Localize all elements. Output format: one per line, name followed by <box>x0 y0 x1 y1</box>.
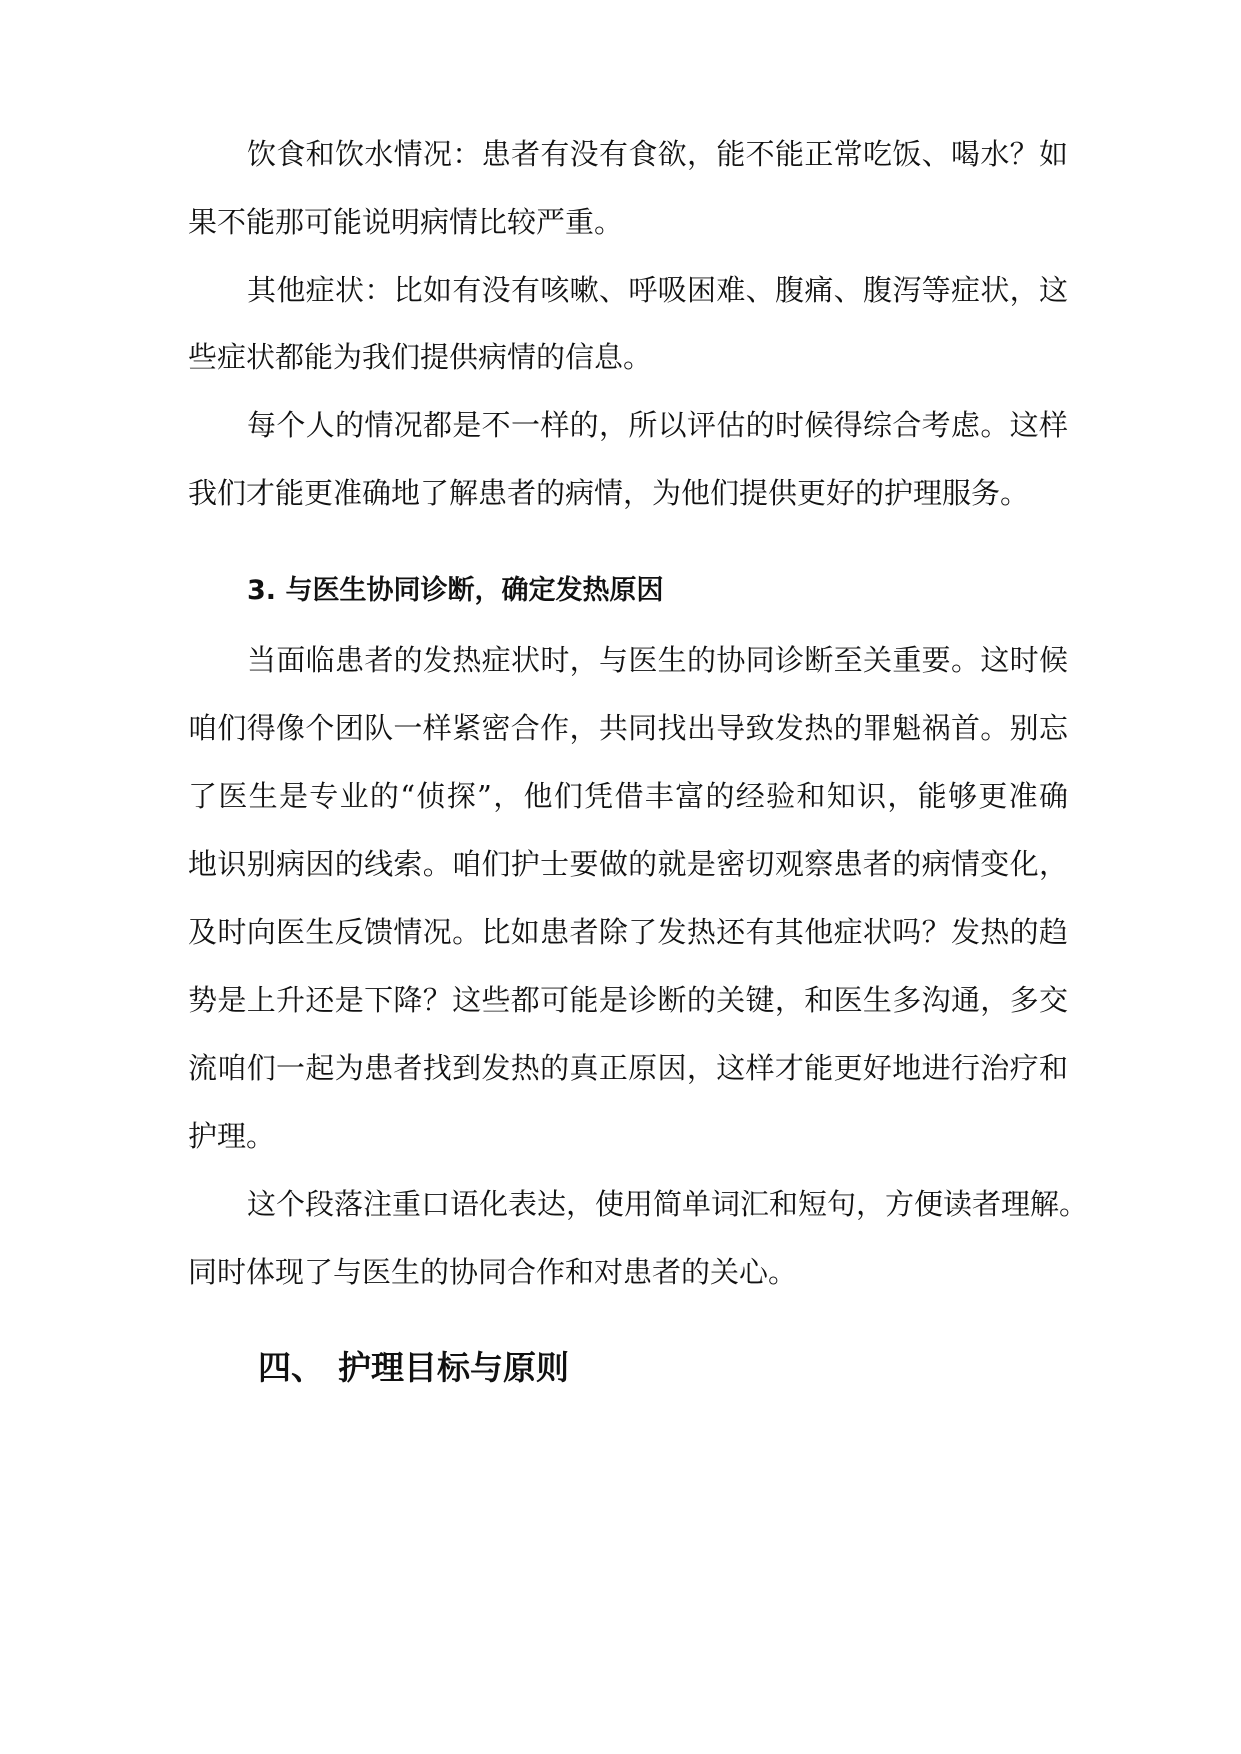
paragraph-line: 些症状都能为我们提供病情的信息。 <box>188 340 653 374</box>
paragraph-line: 同时体现了与医生的协同合作和对患者的关心。 <box>188 1255 798 1289</box>
paragraph-line: 我们才能更准确地了解患者的病情，为他们提供更好的护理服务。 <box>188 476 1030 510</box>
paragraph-line: 咱们得像个团队一样紧密合作，共同找出导致发热的罪魁祸首。别忘 <box>188 711 1068 745</box>
paragraph-line: 地识别病因的线索。咱们护士要做的就是密切观察患者的病情变化， <box>188 847 1068 881</box>
section-heading: 3. 与医生协同诊断，确定发热原因 <box>247 575 664 606</box>
paragraph-line: 这个段落注重口语化表达，使用简单词汇和短句，方便读者理解。 <box>247 1187 1089 1221</box>
paragraph-line: 护理。 <box>188 1119 276 1153</box>
chapter-heading <box>258 1346 569 1390</box>
paragraph-line: 流咱们一起为患者找到发热的真正原因，这样才能更好地进行治疗和 <box>188 1051 1068 1085</box>
chapter-title: 护理目标与原则 <box>338 1348 569 1387</box>
paragraph-line: 其他症状：比如有没有咳嗽、呼吸困难、腹痛、腹泻等症状，这 <box>247 273 1068 307</box>
paragraph-line: 势是上升还是下降？这些都可能是诊断的关键，和医生多沟通，多交 <box>188 983 1068 1017</box>
chapter-number: 四、 <box>258 1348 324 1387</box>
paragraph-line: 当面临患者的发热症状时，与医生的协同诊断至关重要。这时候 <box>247 643 1068 677</box>
paragraph-line: 果不能那可能说明病情比较严重。 <box>188 205 624 239</box>
paragraph-line: 每个人的情况都是不一样的，所以评估的时候得综合考虑。这样 <box>247 408 1068 442</box>
paragraph-line: 饮食和饮水情况：患者有没有食欲，能不能正常吃饭、喝水？如 <box>247 137 1068 171</box>
paragraph-line: 了医生是专业的“侦探”，他们凭借丰富的经验和知识，能够更准确 <box>188 779 1068 813</box>
paragraph-line: 及时向医生反馈情况。比如患者除了发热还有其他症状吗？发热的趋 <box>188 915 1068 949</box>
